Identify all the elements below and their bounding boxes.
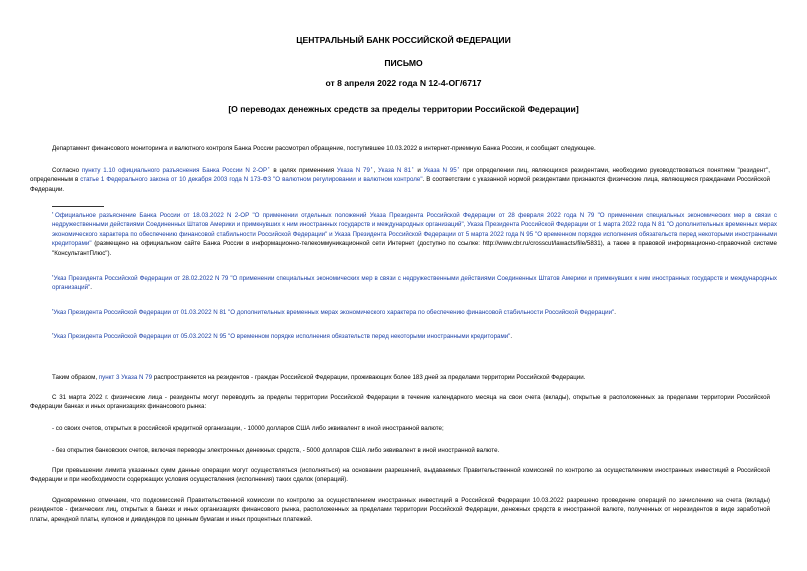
footnote-marker-icon: ▪ [456, 165, 461, 170]
link-decree-81[interactable]: Указа N 81 [377, 167, 412, 175]
paragraph-transfer-limits: С 31 марта 2022 г. физические лица - резиденты могут переводить за пределы территории Российской Федерации в течение календарного месяца на свои счета (вклады), открытые в расположенных за пределами территории Российской Федерации банках и иных организациях финансового рынка: [30, 394, 770, 411]
link-decree-79-clause-3[interactable]: пункт 3 Указа N 79 [98, 374, 153, 381]
link-footnote-decree-79[interactable]: Указ Президента Российской Федерации от 28.02.2022 N 79 "О применении специальных экономических мер в связи с недружественными действиями Соединенных Штатов Америки и примкнувших к ним иностранных государств и международных организаций" [52, 275, 777, 292]
link-decree-79[interactable]: Указа N 79 [336, 167, 370, 175]
link-footnote-explanation[interactable]: Официальное разъяснение Банка России от 18.03.2022 N 2-ОР "О применении отдельных положений Указа Президента Российской Федерации от 28 февраля 2022 года N 79 "О применении специальных экономических мер в связи с недружественными действиями Соединенных Штатов Америки и примкнувших к ним иностранных государств и международных организаций", Указа Президента Российской Федерации от 1 марта 2022 года N 81 "О дополнительных временных мерах экономического характера по обеспечению финансовой стабильности Российской Федерации" и Указа Президента Российской Федерации от 5 марта 2022 года N 95 "О временном порядке исполнения обязательств перед некоторыми иностранными кредиторами" [52, 212, 777, 248]
footnote-1: ▪Официальное разъяснение Банка России от 18.03.2022 N 2-ОР "О применении отдельных положений Указа Президента Российской Федерации от 28 февраля 2022 года N 79 "О применении специальных экономических мер в связи с недружественными действиями Соединенных Штатов Америки и примкнувших к ним иностранных государств и международных организаций", Указа Президента Российской Федерации от 1 марта 2022 года N 81 "О дополнительных временных мерах экономического характера по обеспечению финансовой стабильности Российской Федерации" и Указа Президента Российской Федерации от 5 марта 2022 года N 95 "О временном порядке исполнения обязательств перед некоторыми иностранными кредиторами" (размещено на официальном сайте Банка России в информационно-телекоммуникационной сети Интернет (доступно по ссылке: http://www.cbr.ru/crosscut/lawacts/file/5831), а также в правовой информационно-справочной системе "КонсультантПлюс"). [52, 210, 777, 257]
footnote-2: ▪Указ Президента Российской Федерации от 28.02.2022 N 79 "О применении специальных экономических мер в связи с недружественными действиями Соединенных Штатов Америки и примкнувших к ним иностранных государств и международных организаций". [52, 273, 777, 292]
link-explanation-2-or[interactable]: пункту 1.10 официального разъяснения Банка России N 2-ОР [81, 167, 268, 175]
list-item-limit-no-account: - без открытия банковских счетов, включая переводы электронных денежных средств, - 5000 долларов США либо эквивалент в иной иностранной валюте. [52, 447, 500, 454]
footnote-marker-icon: ▪ [411, 165, 415, 170]
link-decree-95[interactable]: Указа N 95 [423, 167, 457, 175]
footnote-marker-icon: ▪ [267, 165, 271, 170]
footnote-4: ▪Указ Президента Российской Федерации от 05.03.2022 N 95 "О временном порядке исполнения обязательств перед некоторыми иностранными кредиторами". [52, 331, 513, 341]
paragraph-intro: Департамент финансового мониторинга и валютного контроля Банка России рассмотрел обращение, поступившее 10.03.2022 в интернет-приемную Банка России, и сообщает следующее. [52, 145, 596, 152]
footnote-marker-icon: ▪ [52, 273, 54, 278]
footnote-marker-icon: ▪ [52, 307, 54, 312]
footnote-marker-icon: ▪ [369, 165, 374, 170]
document-date-number: от 8 апреля 2022 года N 12-4-ОГ/6717 [325, 78, 482, 88]
link-footnote-decree-95[interactable]: Указ Президента Российской Федерации от 05.03.2022 N 95 "О временном порядке исполнения обязательств перед некоторыми иностранными кредиторами" [53, 333, 511, 341]
paragraph-residents: Согласно пункту 1.10 официального разъяснения Банка России N 2-ОР▪ в целях применения Указа N 79▪, Указа N 81▪ и Указа N 95▪ при определении лиц, являющихся резидентами, необходимо руководствоваться понятием "резидент", определенным в статье 1 Федерального закона от 10 декабря 2003 года N 173-ФЗ "О валютном регулировании и валютном контроле". В соответствии с указанной нормой резидентами признаются физические лица, являющиеся гражданами Российской Федерации. [30, 165, 770, 193]
footnote-marker-icon: ▪ [52, 210, 55, 215]
list-item-limit-accounts: - со своих счетов, открытых в российской кредитной организации, - 10000 долларов США либо эквивалент в иной иностранной валюте; [52, 425, 444, 432]
document-subject: [О переводах денежных средств за пределы территории Российской Федерации] [228, 104, 579, 114]
paragraph-subcommission: Одновременно отмечаем, что подкомиссией Правительственной комиссии по контролю за осуществлением иностранных инвестиций в Российской Федерации 10.03.2022 разрешено проведение операций по зачислению на счета (вклады) резидентов - физических лиц, открытых в банках и иных организациях финансового рынка, расположенных за пределами территории Российской Федерации, денежных средств в иностранной валюте, полученных от нерезидентов в виде заработной платы, арендной платы, купонов и дивидендов по ценным бумагам и иных процентных платежей. [30, 497, 770, 523]
footnote-marker-icon: ▪ [52, 331, 54, 336]
issuer-heading: ЦЕНТРАЛЬНЫЙ БАНК РОССИЙСКОЙ ФЕДЕРАЦИИ [296, 35, 511, 45]
link-footnote-decree-81[interactable]: Указ Президента Российской Федерации от 01.03.2022 N 81 "О дополнительных временных мерах экономического характера по обеспечению финансовой стабильности Российской Федерации" [53, 309, 615, 317]
footnote-3: ▪Указ Президента Российской Федерации от 01.03.2022 N 81 "О дополнительных временных мерах экономического характера по обеспечению финансовой стабильности Российской Федерации". [52, 307, 616, 317]
paragraph-permits: При превышении лимита указанных сумм данные операции могут осуществляться (исполняться) на основании разрешений, выдаваемых Правительственной комиссией по контролю за осуществлением иностранных инвестиций в Российской Федерации и при необходимости содержащих условия осуществления (исполнения) таких сделок (операций). [30, 467, 770, 484]
link-law-173-fz[interactable]: статье 1 Федерального закона от 10 декабря 2003 года N 173-ФЗ "О валютном регулировании и валютном контроле" [80, 176, 423, 184]
document-type: ПИСЬМО [384, 58, 423, 68]
paragraph-conclusion: Таким образом, пункт 3 Указа N 79 распространяется на резидентов - граждан Российской Федерации, проживающих более 183 дней за пределами территории Российской Федерации. [52, 374, 586, 381]
footnote-separator [52, 206, 104, 207]
